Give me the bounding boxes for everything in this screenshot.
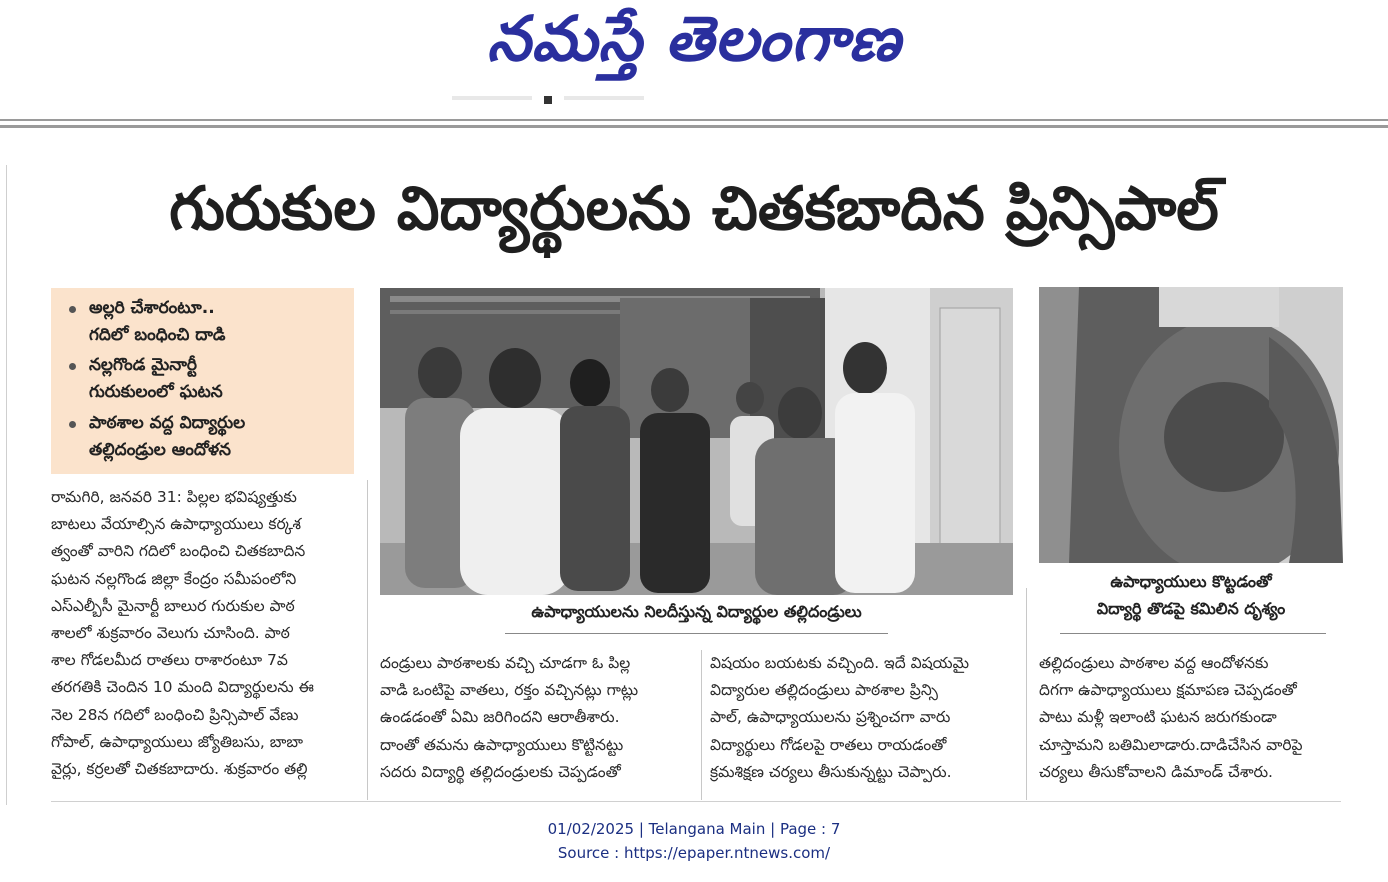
article-column-1 (51, 484, 354, 783)
masthead-rule-thick (0, 125, 1388, 128)
text-line: చూస్తామని బతిమిలాడారు.దాడిచేసిన వారిపై (1039, 735, 1303, 754)
article-bottom-rule (51, 801, 1341, 802)
column-divider (1026, 588, 1027, 800)
text-line: చర్యలు తీసుకోవాలని డిమాండ్ చేశారు. (1039, 762, 1273, 781)
photo-parents-questioning (380, 288, 1013, 595)
column-divider (367, 480, 368, 800)
text-line: ఘటన నల్లగొండ జిల్లా కేంద్రం సమీపంలోని (51, 569, 297, 588)
text-line: విద్యార్థులు గోడలపై రాతలు రాయడంతో (710, 735, 947, 754)
bullet-icon (69, 421, 76, 428)
article-column-2 (380, 650, 696, 786)
highlight-item (63, 352, 348, 406)
footer-source: Source : https://epaper.ntnews.com/ (557, 844, 831, 862)
text-line: వైర్లు, కర్రలతో చితకబాదారు. శుక్రవారం తల్లి (51, 760, 308, 779)
highlight-line: గురుకులంలో ఘటన (89, 382, 223, 402)
caption-underline (1060, 633, 1326, 634)
highlight-line: తల్లిదండ్రుల ఆందోళన (89, 440, 231, 460)
text-line: పాటు మళ్లీ ఇలాంటి ఘటన జరుగకుండా (1039, 708, 1277, 727)
bullet-icon (69, 363, 76, 370)
text-line: రామగిరి, జనవరి 31: పిల్లల భవిష్యత్తుకు (51, 488, 297, 506)
text-line: దిగగా ఉపాధ్యాయులు క్షమాపణ చెప్పడంతో (1039, 681, 1297, 700)
masthead-rule (0, 119, 1388, 121)
text-line: శాలలో శుక్రవారం వెలుగు చూసింది. పాఠ (51, 624, 290, 643)
text-line: తల్లిదండ్రులు పాఠశాల వద్ద ఆందోళనకు (1039, 654, 1269, 672)
text-line: పాల్, ఉపాధ్యాయులను ప్రశ్నించగా వారు (710, 708, 951, 727)
text-line: క్రమశిక్షణ చర్యలు తీసుకున్నట్టు చెప్పారు. (710, 762, 952, 781)
masthead (0, 0, 1388, 130)
photo-caption-line2: విద్యార్థి తొడపై కమిలిన దృశ్యం (1096, 599, 1286, 618)
article-column-3 (710, 650, 1015, 786)
text-line: గోపాల్, ఉపాధ్యాయులు జ్యోతిబసు, బాబా (51, 732, 303, 751)
newspaper-logo: నమస్తే తెలంగాణ (486, 2, 902, 75)
text-line: దాంతో తమను ఉపాధ్యాయులు కొట్టినట్టు (380, 735, 624, 754)
highlights-box (51, 288, 354, 474)
text-line: దండ్రులు పాఠశాలకు వచ్చి చూడగా ఓ పిల్ల (380, 654, 631, 672)
text-line: ఉండడంతో ఏమి జరిగిందని ఆరాతీశారు. (380, 708, 620, 727)
highlight-item (63, 295, 348, 349)
photo-student-injury (1039, 287, 1343, 563)
text-line: విద్యారుల తల్లిదండ్రులు పాఠశాల ప్రిన్సి (710, 681, 938, 700)
text-line: నెల 28న గదిలో బంధించి ప్రిన్సిపాల్ వేణు (51, 705, 299, 724)
bullet-icon (69, 306, 76, 313)
footer-date-page: 01/02/2025 | Telangana Main | Page : 7 (547, 820, 841, 838)
article-column-4 (1039, 650, 1343, 786)
highlight-item (63, 410, 348, 464)
text-line: త్వంతో వారిని గదిలో బంధించి చితకబాదిన (51, 542, 306, 561)
text-line: శాల గోడలమీద రాతలు రాశారంటూ 7వ (51, 651, 288, 670)
masthead-sub-decoration (452, 96, 652, 106)
column-divider (701, 650, 702, 800)
text-line: ఎస్ఎల్బీసీ మైనార్టీ బాలుర గురుకుల పాఠ (51, 596, 295, 615)
photo-caption: ఉపాధ్యాయులను నిలదీస్తున్న విద్యార్థుల తల్లిదండ్రులు (531, 602, 862, 621)
photo-caption-line1: ఉపాధ్యాయులు కొట్టడంతో (1110, 572, 1272, 591)
highlight-line: గదిలో బంధించి దాడి (89, 325, 226, 345)
text-line: బాటలు వేయాల్సిన ఉపాధ్యాయులు కర్కశ (51, 515, 302, 534)
left-margin-rule (6, 165, 7, 805)
highlight-line: అల్లరి చేశారంటూ.. (89, 298, 215, 318)
text-line: తరగతికి చెందిన 10 మంది విద్యార్థులను ఈ (51, 678, 314, 697)
text-line: సదరు విద్యార్థి తల్లిదండ్రులకు చెప్పడంతో (380, 762, 621, 781)
text-line: వాడి ఒంటిపై వాతలు, రక్తం వచ్చినట్లు గాట్లు (380, 681, 639, 700)
article-headline: గురుకుల విద్యార్థులను చితకబాదిన ప్రిన్సిపాల్ (169, 174, 1219, 244)
highlight-line: పాఠశాల వద్ద విద్యార్థుల (89, 413, 246, 433)
caption-underline (505, 633, 888, 634)
text-line: విషయం బయటకు వచ్చింది. ఇదే విషయమై (710, 654, 969, 672)
highlight-line: నల్లగొండ మైనార్టీ (89, 355, 197, 375)
